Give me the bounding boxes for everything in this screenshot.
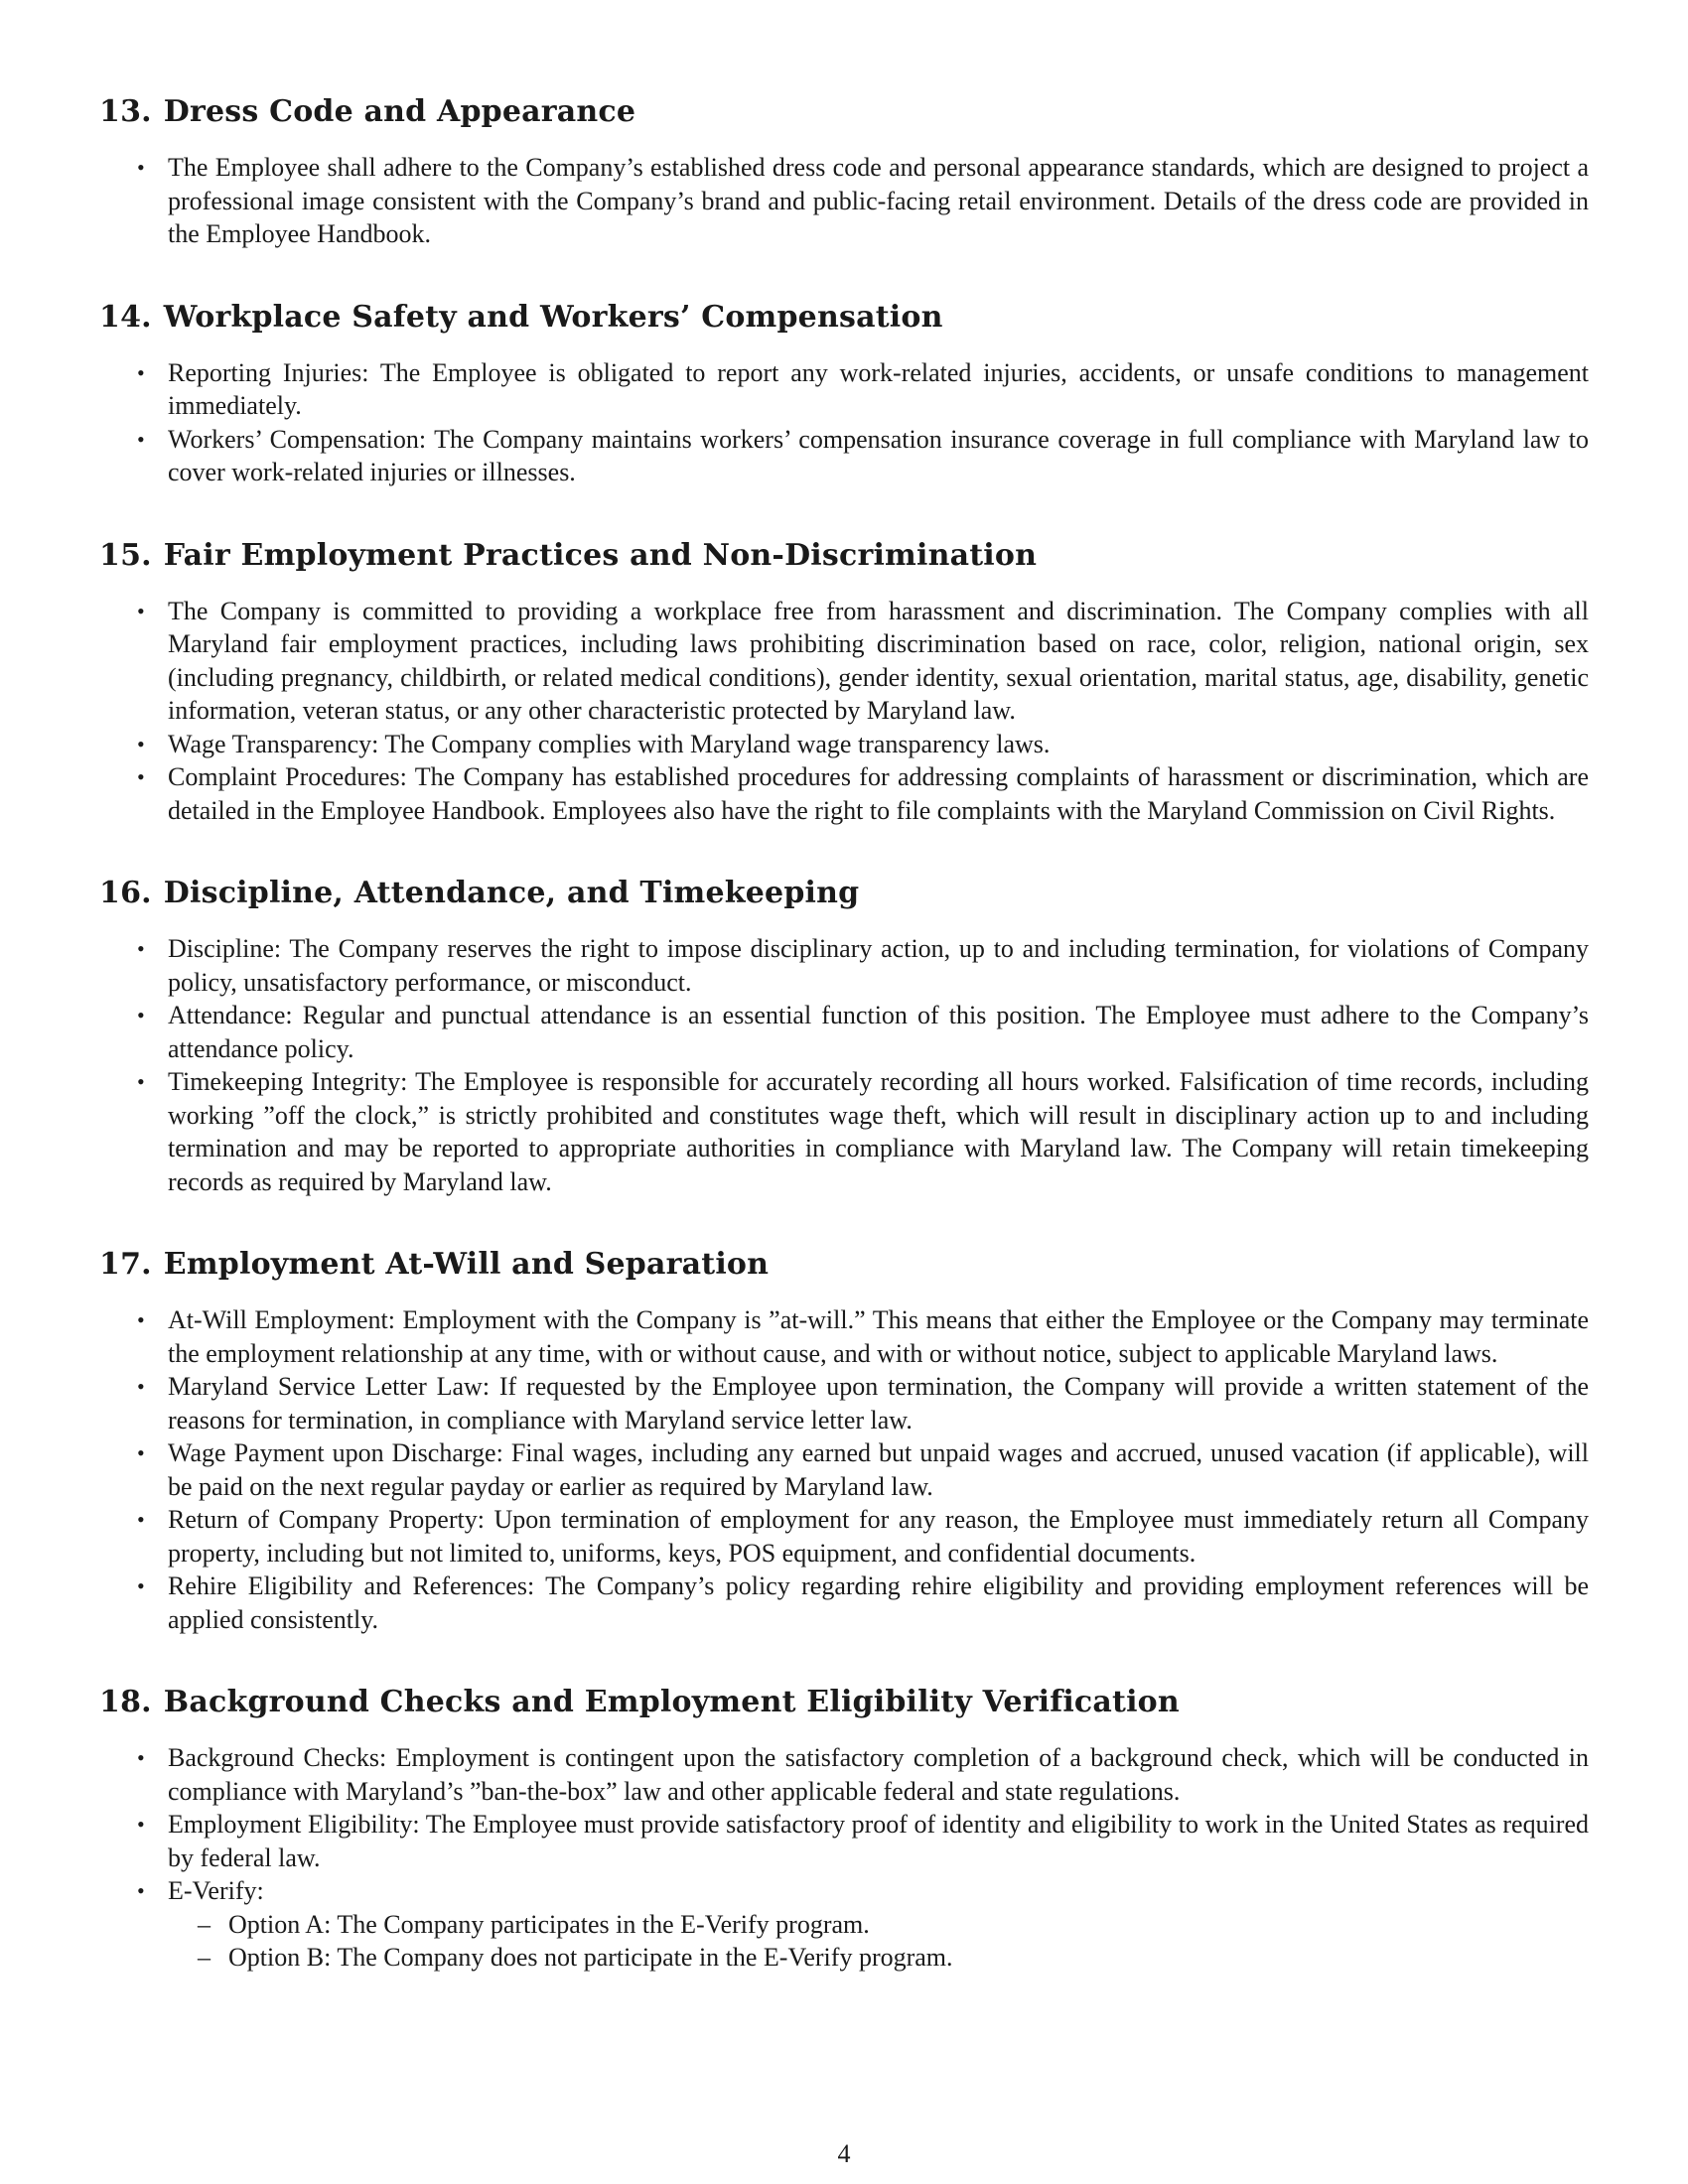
section-18: [99, 1682, 1589, 1975]
bullet-list: [99, 356, 1589, 489]
bullet-icon: •: [137, 1878, 145, 1903]
sub-list-item: – Option B: The Company does not participate in the E-Verify program.: [168, 1941, 1589, 1975]
list-item: • Attendance: Regular and punctual attendance is an essential function of this position. The Employee must adhere to the Company’s attendance policy.: [137, 1001, 1589, 1063]
section-heading: 15. Fair Employment Practices and Non-Discrimination: [99, 537, 1038, 573]
bullet-icon: •: [137, 1374, 145, 1399]
bullet-icon: •: [137, 764, 145, 789]
list-item: • Complaint Procedures: The Company has established procedures for addressing complaints of harassment or discrimination, which are detailed in the Employee Handbook. Employees also have the right to file complaints with the Maryland Commission on Civil Rights.: [137, 762, 1589, 825]
bullet-list: [99, 151, 1589, 251]
bullet-icon: •: [137, 426, 145, 452]
section-16: [99, 873, 1589, 1198]
sub-list: [168, 1908, 1589, 1975]
bullet-list: [99, 932, 1589, 1198]
bullet-icon: •: [137, 1307, 145, 1332]
section-14: [99, 297, 1589, 489]
list-item: • At-Will Employment: Employment with the Company is ”at-will.” This means that either the Employee or the Company may terminate the employment relationship at any time, with or without cause, and with or without notice, subject to applicable Maryland laws.: [137, 1305, 1589, 1368]
bullet-icon: •: [137, 155, 145, 180]
list-item: • Timekeeping Integrity: The Employee is responsible for accurately recording all hours worked. Falsification of time records, including working ”off the clock,” is strictly prohibited and constitutes wage theft, which will result in disciplinary action up to and including termination and may be reported to appropriate authorities in compliance with Maryland law. The Company will retain timekeeping records as required by Maryland law.: [137, 1067, 1589, 1196]
page-number: 4: [837, 2139, 851, 2168]
list-item: • Maryland Service Letter Law: If requested by the Employee upon termination, the Company will provide a written statement of the reasons for termination, in compliance with Maryland service letter law.: [137, 1372, 1589, 1434]
dash-icon: –: [198, 1909, 211, 1939]
section-15: [99, 535, 1589, 828]
list-item: • Discipline: The Company reserves the right to impose disciplinary action, up to and including termination, for violations of Company policy, unsatisfactory performance, or misconduct.: [137, 934, 1589, 997]
bullet-icon: •: [137, 598, 145, 623]
bullet-list: [99, 595, 1589, 828]
bullet-icon: •: [137, 1745, 145, 1770]
section-heading: 17. Employment At-Will and Separation: [99, 1247, 770, 1282]
bullet-icon: •: [137, 1069, 145, 1094]
section-heading: 13. Dress Code and Appearance: [99, 94, 636, 129]
list-item: • Workers’ Compensation: The Company maintains workers’ compensation insurance coverage in full compliance with Maryland law to cover work-related injuries or illnesses.: [137, 424, 1589, 486]
list-item: • Return of Company Property: Upon termination of employment for any reason, the Employee must immediately return all Company property, including but not limited to, uniforms, keys, POS equipment, and confidential documents.: [137, 1505, 1589, 1568]
bullet-icon: •: [137, 1573, 145, 1598]
dash-icon: –: [198, 1943, 211, 1972]
section-heading: 18. Background Checks and Employment Eligibility Verification: [99, 1685, 1180, 1719]
section-13: [99, 91, 1589, 251]
list-item: • Wage Transparency: The Company complies with Maryland wage transparency laws.: [99, 728, 1589, 761]
list-item: • Background Checks: Employment is contingent upon the satisfactory completion of a background check, which will be conducted in compliance with Maryland’s ”ban-the-box” law and other applicable federal and state regulations.: [137, 1743, 1589, 1806]
section-17: [99, 1244, 1589, 1636]
list-item: • The Employee shall adhere to the Company’s established dress code and personal appearance standards, which are designed to project a professional image consistent with the Company’s brand and public-facing retail environment. Details of the dress code are provided in the Employee Handbook.: [137, 153, 1589, 248]
bullet-icon: •: [137, 936, 145, 961]
list-item: • Wage Payment upon Discharge: Final wages, including any earned but unpaid wages and accrued, unused vacation (if applicable), will be paid on the next regular payday or earlier as required by Maryland law.: [137, 1438, 1589, 1501]
list-item: • Employment Eligibility: The Employee must provide satisfactory proof of identity and eligibility to work in the United States as required by federal law.: [137, 1810, 1589, 1872]
list-item: • Reporting Injuries: The Employee is obligated to report any work-related injuries, accidents, or unsafe conditions to management immediately.: [137, 357, 1589, 420]
list-item: • Rehire Eligibility and References: The Company’s policy regarding rehire eligibility and providing employment references will be applied consistently.: [137, 1571, 1589, 1634]
bullet-icon: •: [137, 1507, 145, 1532]
bullet-list: [99, 1741, 1589, 1975]
section-heading: 16. Discipline, Attendance, and Timekeeping: [99, 876, 860, 910]
bullet-list: [99, 1303, 1589, 1636]
bullet-icon: •: [137, 1440, 145, 1465]
sub-list-item: – Option A: The Company participates in the E-Verify program.: [168, 1908, 1589, 1942]
bullet-icon: •: [137, 731, 145, 756]
bullet-icon: •: [137, 1003, 145, 1027]
bullet-icon: •: [137, 1812, 145, 1837]
list-item: • The Company is committed to providing a workplace free from harassment and discrimination. The Company complies with all Maryland fair employment practices, including laws prohibiting discrimination based on race, color, religion, national origin, sex (including pregnancy, childbirth, or related medical conditions), gender identity, sexual orientation, marital status, age, disability, genetic information, veteran status, or any other characteristic protected by Maryland law.: [137, 596, 1589, 725]
list-item: • E-Verify: – Option A: The Company participates in the E-Verify program. – Option B: The Company does not participate in the E-Verify program.: [99, 1874, 1589, 1975]
section-heading: 14. Workplace Safety and Workers’ Compensation: [99, 299, 943, 335]
document-page: [99, 91, 1589, 2020]
bullet-icon: •: [137, 359, 145, 385]
